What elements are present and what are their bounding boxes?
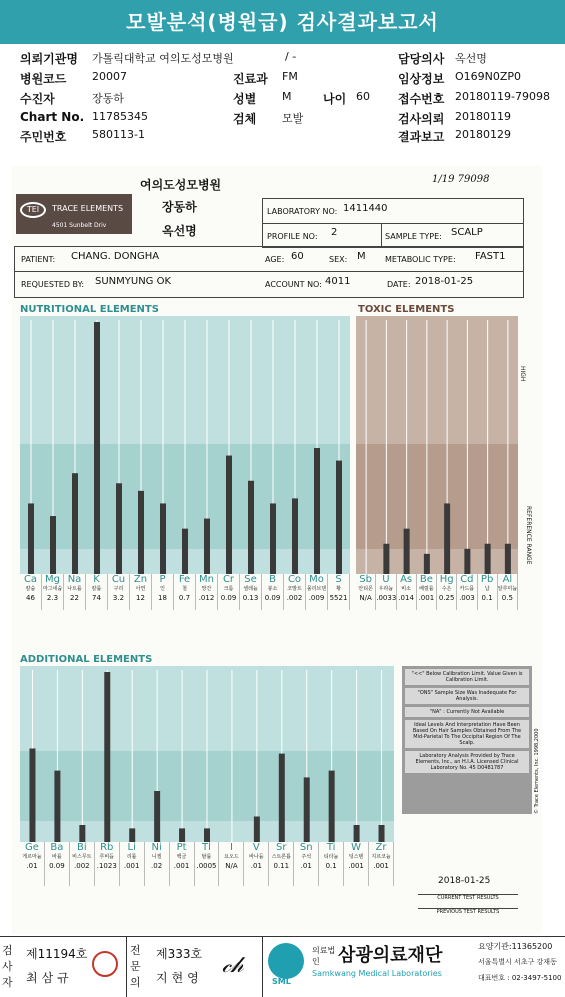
sex-value: M xyxy=(357,251,366,262)
element-value: .001 xyxy=(348,862,364,870)
dept-sep: / - xyxy=(285,50,297,63)
element-name-ko: 구리 xyxy=(113,586,124,592)
header-value: 가톨릭대학교 여의도성모병원 xyxy=(92,52,234,65)
patient-info-box xyxy=(14,246,524,298)
element-name-ko: 베릴륨 xyxy=(419,586,434,592)
element-name-ko: 칼륨 xyxy=(91,586,102,592)
element-value: .001 xyxy=(418,594,435,602)
sml-logo-text: SML xyxy=(272,977,291,986)
bar-bi xyxy=(79,825,85,842)
bar-cu xyxy=(116,483,122,574)
bar-se xyxy=(248,481,254,574)
header-value: O169N0ZP0 xyxy=(455,70,522,83)
element-value: 22 xyxy=(70,594,79,602)
element-column xyxy=(376,574,396,610)
element-column xyxy=(319,842,344,886)
header-value: 모발 xyxy=(282,112,304,125)
element-symbol: Be xyxy=(419,574,433,585)
element-column xyxy=(20,842,45,886)
element-symbol: Pt xyxy=(176,842,187,853)
element-column xyxy=(45,842,70,886)
previous-results-label: PREVIOUS TEST RESULTS xyxy=(418,908,518,915)
element-column xyxy=(369,842,394,886)
element-value: .01 xyxy=(26,862,38,870)
element-column xyxy=(417,574,437,610)
bar-co xyxy=(292,498,298,574)
element-symbol: Zr xyxy=(375,842,387,853)
bar-mo xyxy=(314,448,320,574)
element-name-ko: 주석 xyxy=(301,854,312,860)
element-name-ko: 루비듐 xyxy=(99,854,114,860)
element-column xyxy=(174,574,196,610)
header-value: M xyxy=(282,90,292,103)
element-symbol: W xyxy=(351,842,362,853)
element-value: .009 xyxy=(308,594,325,602)
element-column xyxy=(120,842,145,886)
element-value: .001 xyxy=(123,862,140,870)
element-symbol: Co xyxy=(287,574,302,585)
element-value: .014 xyxy=(398,594,414,602)
date-value: 2018-01-25 xyxy=(415,276,474,287)
patient-name: CHANG. DONGHA xyxy=(71,251,160,262)
header-label: Chart No. xyxy=(20,110,85,124)
element-value: 18 xyxy=(158,594,167,602)
element-name-ko: 지르코늄 xyxy=(371,854,391,860)
element-symbol: Hg xyxy=(439,574,454,585)
element-value: .002 xyxy=(74,862,90,870)
bar-na xyxy=(72,473,78,574)
patient-label: PATIENT: xyxy=(21,255,56,264)
header-value: 옥선명 xyxy=(455,52,487,65)
element-symbol: P xyxy=(159,574,166,585)
element-name-ko: 마그네슘 xyxy=(42,586,63,592)
element-name-ko: 철 xyxy=(182,586,187,592)
note-na: "NA" : Currently Not Available xyxy=(405,707,529,717)
header-value: 580113-1 xyxy=(92,128,145,141)
element-column xyxy=(196,574,218,610)
element-value: .01 xyxy=(250,862,262,870)
element-value: 0.11 xyxy=(273,862,290,870)
header-value: FM xyxy=(282,70,298,83)
bar-mn xyxy=(204,519,210,574)
note-ideal-levels: Ideal Levels And Interpretation Have Been Based On Hair Samples Obtained From The Mid-Parietal To The Occipital Region Of The Scalp. xyxy=(405,720,529,748)
bar-sn xyxy=(304,777,310,842)
sample-type: SCALP xyxy=(451,227,483,238)
element-value: 3.2 xyxy=(112,594,125,602)
element-name-ko: 바륨 xyxy=(52,854,62,860)
bar-w xyxy=(354,825,360,842)
element-column xyxy=(170,842,195,886)
nutritional-chart xyxy=(20,316,350,574)
element-value: 0.1 xyxy=(481,594,493,602)
additional-table xyxy=(20,842,394,886)
additional-chart xyxy=(20,666,394,842)
element-value: 0.1 xyxy=(325,862,337,870)
element-name-ko: 납 xyxy=(484,586,490,592)
element-symbol: Mn xyxy=(199,574,214,585)
element-name-ko: 백금 xyxy=(176,854,187,860)
element-column xyxy=(356,574,376,610)
element-name-ko: 스트론튬 xyxy=(271,854,291,860)
current-results-label: CURRENT TEST RESULTS xyxy=(418,894,518,901)
element-value: 2.3 xyxy=(46,594,59,602)
element-value: 0.25 xyxy=(438,594,455,602)
copyright: © Trace Elements, Inc. 1998,2000 xyxy=(534,728,540,814)
element-symbol: Al xyxy=(502,574,513,585)
element-value: 5521 xyxy=(329,594,348,602)
bar-zr xyxy=(379,825,385,842)
element-name-ko: 나트륨 xyxy=(67,586,82,592)
bar-zn xyxy=(138,491,144,574)
element-column xyxy=(130,574,152,610)
element-name-ko: 몰리브덴 xyxy=(306,586,327,592)
element-symbol: Mg xyxy=(45,574,60,585)
nutritional-title: NUTRITIONAL ELEMENTS xyxy=(20,304,159,315)
signature-footer xyxy=(0,936,565,996)
element-symbol: Zn xyxy=(133,574,148,585)
profile-no: 2 xyxy=(331,227,338,238)
element-symbol: Ti xyxy=(326,842,336,853)
scanned-report xyxy=(12,166,542,934)
header-label: 접수번호 xyxy=(398,92,445,106)
element-name-ko: 붕소 xyxy=(267,586,278,592)
element-value: 0.09 xyxy=(264,594,281,602)
laboratory-no: 1411440 xyxy=(343,203,388,214)
header-value: 60 xyxy=(356,90,370,103)
element-symbol: As xyxy=(400,574,413,585)
element-column xyxy=(145,842,170,886)
element-name-ko: 탈륨 xyxy=(201,854,212,860)
nutritional-table xyxy=(20,574,350,610)
header-label: 담당의사 xyxy=(398,52,445,66)
element-symbol: Se xyxy=(244,574,257,585)
element-symbol: B xyxy=(269,574,276,585)
note-calibration: "<<" Below Calibration Limit. Value Given is Calibration Limit. xyxy=(405,669,529,685)
element-name-ko: 칼슘 xyxy=(25,586,36,592)
element-value: .012 xyxy=(198,594,215,602)
element-name-ko: 아연 xyxy=(135,586,146,592)
element-column xyxy=(284,574,306,610)
age-value: 60 xyxy=(291,251,304,262)
element-symbol: Li xyxy=(127,842,136,853)
header-value: 20007 xyxy=(92,70,127,83)
element-column xyxy=(64,574,86,610)
element-name-ko: 비소 xyxy=(401,586,411,592)
date-label: DATE: xyxy=(387,280,411,289)
element-column xyxy=(457,574,477,610)
element-column xyxy=(70,842,95,886)
element-symbol: I xyxy=(229,842,233,853)
element-value: 12 xyxy=(136,594,145,602)
header-label: 병원코드 xyxy=(20,72,67,86)
additional-title: ADDITIONAL ELEMENTS xyxy=(20,654,153,665)
bar-v xyxy=(254,817,260,843)
element-value: 0.09 xyxy=(220,594,237,602)
element-name-ko: 셀레늄 xyxy=(243,586,258,592)
element-column xyxy=(218,574,240,610)
bar-cr xyxy=(226,456,232,574)
element-name-ko: 알루미늄 xyxy=(497,586,517,592)
element-symbol: Ge xyxy=(25,842,39,853)
header-label: 수진자 xyxy=(20,92,55,106)
element-symbol: Cr xyxy=(222,574,235,585)
element-name-ko: 텅스텐 xyxy=(348,854,364,860)
toxic-table xyxy=(356,574,518,610)
bar-cd xyxy=(464,549,470,574)
element-symbol: K xyxy=(93,574,100,585)
element-symbol: V xyxy=(252,842,260,853)
element-column xyxy=(478,574,498,610)
element-column xyxy=(344,842,369,886)
bar-hg xyxy=(444,503,450,574)
element-column xyxy=(306,574,328,610)
age-label: AGE: xyxy=(265,255,285,264)
element-column xyxy=(244,842,269,886)
bar-ti xyxy=(329,771,335,842)
element-value: .002 xyxy=(286,594,303,602)
bar-pt xyxy=(179,828,185,842)
element-column xyxy=(152,574,174,610)
metabolic-label: METABOLIC TYPE: xyxy=(385,255,456,264)
bar-ca xyxy=(28,503,34,574)
header-value: 20180119 xyxy=(455,110,511,123)
org-prefix: 의료법인 xyxy=(312,946,336,966)
inspector-no: 제11194호 xyxy=(26,947,88,961)
bar-be xyxy=(424,554,430,574)
org-name: 삼광의료재단 xyxy=(338,945,443,966)
element-symbol: Ni xyxy=(151,842,162,853)
element-name-ko: 요오드 xyxy=(224,854,239,860)
element-symbol: S xyxy=(335,574,342,585)
element-name-ko: 바나듐 xyxy=(249,854,264,860)
note-ons: "ONS" Sample Size Was Inadequate For Analysis. xyxy=(405,688,529,704)
element-column xyxy=(262,574,284,610)
element-value: .01 xyxy=(300,862,312,870)
element-name-ko: 카드뮴 xyxy=(459,586,475,592)
element-value: 0.13 xyxy=(242,594,259,602)
element-name-ko: 망간 xyxy=(201,586,212,592)
header-label: 결과보고 xyxy=(398,130,445,144)
element-value: .0033 xyxy=(376,594,397,602)
bar-s xyxy=(336,461,342,574)
sample-type-label: SAMPLE TYPE: xyxy=(385,232,442,241)
bar-ge xyxy=(29,749,35,843)
element-column xyxy=(86,574,108,610)
element-value: .001 xyxy=(373,862,389,870)
org-rep-tel: 대표번호 : 02-3497-5100 xyxy=(478,974,562,982)
element-column xyxy=(95,842,120,886)
element-symbol: Mo xyxy=(309,574,324,585)
doctor-name: 지현영 xyxy=(156,971,203,985)
report-title: 모발분석(병원급) 검사결과보고서 xyxy=(0,0,565,44)
patient-header xyxy=(0,46,565,150)
element-value: N/A xyxy=(225,862,238,870)
element-symbol: U xyxy=(382,574,390,585)
element-name-ko: 코발트 xyxy=(287,586,302,592)
handwritten-note: 1/19 79098 xyxy=(432,174,490,185)
bar-tl xyxy=(204,828,210,842)
element-symbol: Sr xyxy=(276,842,287,853)
element-name-ko: 수은 xyxy=(441,586,452,592)
toxic-chart xyxy=(356,316,518,574)
element-column xyxy=(294,842,319,886)
element-value: .001 xyxy=(173,862,190,870)
header-value: 20180119-79098 xyxy=(455,90,550,103)
element-value: .0005 xyxy=(196,862,217,870)
element-symbol: Tl xyxy=(202,842,211,853)
element-symbol: Ca xyxy=(23,574,38,585)
element-name-ko: 황 xyxy=(336,586,341,592)
laboratory-no-label: LABORATORY NO: xyxy=(267,207,338,216)
element-column xyxy=(195,842,220,886)
note-laboratory: Laboratory Analysis Provided by Trace Elements, Inc., an H.I.A. Licensed Clinical Laboratory No. 45 D0481787 xyxy=(405,751,529,773)
element-value: 0.7 xyxy=(178,594,191,602)
element-symbol: Fe xyxy=(178,574,191,585)
bar-mg xyxy=(50,516,56,574)
trace-elements-logo xyxy=(16,194,132,234)
element-name-ko: 게르마늄 xyxy=(22,854,42,860)
header-label: 나이 xyxy=(323,92,347,106)
inspector-stamp xyxy=(92,951,118,977)
element-symbol: Sn xyxy=(299,842,313,853)
bar-al xyxy=(505,544,511,574)
bar-ni xyxy=(154,791,160,842)
element-symbol: Pb xyxy=(480,574,494,585)
bar-pb xyxy=(485,544,491,574)
doctor-name-stamp: 옥선명 xyxy=(162,224,197,238)
results-date: 2018-01-25 xyxy=(438,876,491,886)
element-value: 46 xyxy=(26,594,35,602)
toxic-title: TOXIC ELEMENTS xyxy=(358,304,455,315)
element-symbol: Cu xyxy=(111,574,126,585)
element-name-ko: 안티몬 xyxy=(358,586,373,592)
lab-info-box xyxy=(262,198,524,248)
sex-label: SEX: xyxy=(329,255,348,264)
element-symbol: Sb xyxy=(359,574,372,585)
hospital-stamp: 여의도성모병원 xyxy=(140,178,222,192)
bar-fe xyxy=(182,529,188,574)
requested-value: SUNMYUNG OK xyxy=(95,276,172,287)
header-label: 임상정보 xyxy=(398,72,445,86)
bar-sr xyxy=(279,754,285,842)
bar-ba xyxy=(54,771,60,842)
header-label: 주민번호 xyxy=(20,130,67,144)
org-name-en: Samkwang Medical Laboratories xyxy=(312,969,442,978)
element-name-ko: 니켈 xyxy=(151,854,162,860)
element-column xyxy=(269,842,294,886)
element-name-ko: 인 xyxy=(160,586,165,592)
element-symbol: Cd xyxy=(460,574,474,585)
element-column xyxy=(437,574,457,610)
metabolic-value: FAST1 xyxy=(475,251,506,262)
element-value: 0.09 xyxy=(49,862,65,870)
header-label: 의뢰기관명 xyxy=(20,52,78,66)
header-label: 성별 xyxy=(233,92,257,106)
element-symbol: Na xyxy=(67,574,82,585)
element-name-ko: 리튬 xyxy=(126,854,137,860)
header-label: 검체 xyxy=(233,112,257,126)
account-label: ACCOUNT NO: xyxy=(265,280,322,289)
element-value: .02 xyxy=(151,862,163,870)
header-value: 11785345 xyxy=(92,110,148,123)
bar-li xyxy=(129,828,135,842)
bar-k xyxy=(94,322,100,574)
element-name-ko: 티타늄 xyxy=(323,854,339,860)
requested-label: REQUESTED BY: xyxy=(21,280,85,289)
doctor-no: 제333호 xyxy=(156,947,203,961)
element-column xyxy=(328,574,350,610)
profile-no-label: PROFILE NO: xyxy=(267,232,318,241)
inspector-name: 최삼규 xyxy=(26,971,73,985)
lab-name: TRACE ELEMENTS xyxy=(52,204,124,213)
inspector-label: 검사자 xyxy=(2,944,13,989)
element-column xyxy=(498,574,518,610)
bar-u xyxy=(383,544,389,574)
header-value: 장동하 xyxy=(92,92,124,105)
element-value: 74 xyxy=(92,594,101,602)
element-column xyxy=(219,842,244,886)
element-value: .003 xyxy=(459,594,475,602)
notes-panel xyxy=(402,666,532,814)
header-label: 진료과 xyxy=(233,72,268,86)
element-value: 0.5 xyxy=(501,594,513,602)
bar-b xyxy=(270,503,276,574)
reference-side-label: REFERENCE RANGE xyxy=(525,506,532,565)
element-value: N/A xyxy=(359,594,372,602)
lab-address: 4501 Sunbelt Driv xyxy=(52,222,107,229)
bar-p xyxy=(160,503,166,574)
element-value: .1023 xyxy=(96,862,117,870)
doctor-label: 전문의 xyxy=(130,944,141,989)
logo-icon: TEI xyxy=(20,202,46,218)
bar-rb xyxy=(104,672,110,842)
element-name-ko: 우라늄 xyxy=(378,586,394,592)
doctor-signature: 𝒸𝒽 xyxy=(222,953,244,978)
high-side-label: HIGH xyxy=(519,366,526,382)
account-value: 4011 xyxy=(325,276,351,287)
bar-as xyxy=(404,529,410,574)
element-symbol: Bi xyxy=(77,842,87,853)
org-address: 서울특별시 서초구 강재동 xyxy=(478,958,557,966)
header-value: 20180129 xyxy=(455,128,511,141)
element-column xyxy=(42,574,64,610)
element-symbol: Ba xyxy=(50,842,64,853)
element-name-ko: 비스무트 xyxy=(72,854,92,860)
element-symbol: Rb xyxy=(100,842,114,853)
header-label: 검사의뢰 xyxy=(398,112,445,126)
element-column xyxy=(397,574,417,610)
element-column xyxy=(20,574,42,610)
element-name-ko: 크롬 xyxy=(223,586,234,592)
element-column xyxy=(240,574,262,610)
element-column xyxy=(108,574,130,610)
org-tel: 요양기관:11365200 xyxy=(478,942,553,951)
sml-logo xyxy=(268,943,304,979)
patient-name-stamp: 장동하 xyxy=(162,200,197,214)
